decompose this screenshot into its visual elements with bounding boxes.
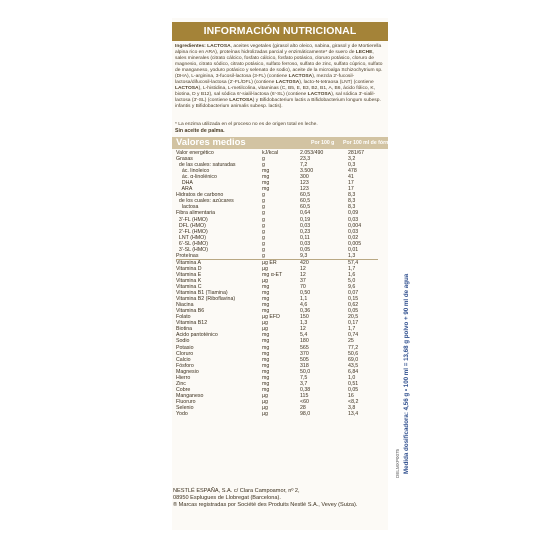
nutrient-name: DHA <box>176 180 193 187</box>
nutrient-name: Zinc <box>176 380 186 387</box>
value-per-100ml: 20,5 <box>348 314 359 321</box>
value-per-100g: 123 <box>300 180 309 187</box>
nutrient-name: 6'-SL (HMO) <box>176 240 209 247</box>
value-per-100ml: 1,6 <box>348 271 356 278</box>
nutrient-name: LNT (HMO) <box>176 234 206 241</box>
value-per-100ml: 0,15 <box>348 296 359 303</box>
nutrient-name: Folato <box>176 314 191 321</box>
value-per-100ml: 43,5 <box>348 362 359 369</box>
value-per-100ml: 1,7 <box>348 265 356 272</box>
value-per-100ml: 281/67 <box>348 150 365 156</box>
value-per-100g: 37 <box>300 277 306 284</box>
allergen-milk: LECHE <box>355 50 373 56</box>
value-per-100g: 98,0 <box>300 411 311 418</box>
nutrition-table-body <box>176 150 378 417</box>
nutrient-name: de las cuales: saturadas <box>176 162 236 169</box>
nutrient-name: Manganeso <box>176 392 204 399</box>
value-per-100g: 28 <box>300 404 306 411</box>
nutrient-unit: µg <box>262 398 268 405</box>
value-per-100g: 0,38 <box>300 386 311 393</box>
address-line: 08950 Esplugues de Llobregat (Barcelona). <box>173 495 281 502</box>
value-per-100ml: 1,7 <box>348 326 356 333</box>
nutrient-unit: g <box>262 198 265 205</box>
value-per-100g: 420 <box>300 259 348 266</box>
nutrient-name: de los cuales: azúcares <box>176 198 234 205</box>
address-line: NESTLÉ ESPAÑA, S.A. c/ Clara Campoamor, nº 2, <box>173 488 300 494</box>
nutrient-unit: mg <box>262 296 270 303</box>
ingredients-text <box>175 44 385 111</box>
value-per-100ml: 0,005 <box>348 240 362 247</box>
nutrient-unit: µg <box>262 265 268 272</box>
value-per-100ml: 69,0 <box>348 356 359 363</box>
nutrient-unit: mg <box>262 362 270 369</box>
allergen-lactose: LACTOSA <box>175 86 199 92</box>
nutrition-table <box>176 150 378 417</box>
value-per-100g: 180 <box>300 338 309 345</box>
value-per-100ml: 3,2 <box>348 156 356 163</box>
value-per-100g: 0,05 <box>300 246 311 253</box>
value-per-100g: 0,03 <box>300 240 311 247</box>
value-per-100g: 23,3 <box>300 156 311 163</box>
value-per-100g: 150 <box>300 314 309 321</box>
nutrient-name: Vitamina E <box>176 271 202 278</box>
nutrient-unit: g <box>262 252 265 259</box>
nutrient-unit: µg <box>262 326 268 333</box>
value-per-100g: 5,4 <box>300 332 308 339</box>
value-per-100ml: 1,3 <box>348 252 356 259</box>
value-per-100ml: 9,6 <box>348 284 356 291</box>
value-per-100ml: 1,0 <box>348 374 356 381</box>
nutrient-unit: mg <box>262 308 270 315</box>
value-per-100ml: 0,07 <box>348 290 359 297</box>
nutrient-unit: g <box>262 240 265 247</box>
value-per-100g: 123 <box>300 186 309 193</box>
nutrient-unit: g <box>262 216 265 223</box>
nutrient-name: Vitamina A <box>176 259 262 266</box>
ingredients-part: ) y Bifidobacterium lactis a Bifidobacterium longum subesp. infantis y Bifidobacterium animalis subesp. lactis). <box>175 98 381 110</box>
nutrient-name: Sodio <box>176 338 190 345</box>
value-per-100ml: 0,01 <box>348 246 359 253</box>
value-per-100ml: 41 <box>348 174 354 181</box>
nutrient-name: Niacina <box>176 302 194 309</box>
nutrient-name: Cloruro <box>176 350 194 357</box>
nutrient-name: Biotina <box>176 326 193 333</box>
value-per-100g: 3.500 <box>300 168 314 175</box>
nutrient-name: Valor energético <box>176 150 214 156</box>
value-per-100g: 70 <box>300 284 306 291</box>
nutrient-name: Vitamina B12 <box>176 320 208 327</box>
nutrient-unit: µg <box>262 320 268 327</box>
nutrient-unit: mg α-ET <box>262 271 283 278</box>
nutrient-unit: mg <box>262 386 270 393</box>
valores-medios-title: Valores medios <box>176 137 246 148</box>
nutrient-name: Ácido pantoténico <box>176 332 218 339</box>
nutrition-header <box>172 22 388 41</box>
value-per-100ml: 8,3 <box>348 192 356 199</box>
nutrient-unit: mg <box>262 186 270 193</box>
allergen-lactose: LACTOSA <box>288 74 313 80</box>
nutrient-name: Potasio <box>176 344 194 351</box>
ingredients-part: , aceites vegetales (girasol alto oleico, nabina, girasol y de Mortierella alpina rico en ARA), proteínas hidrolizadas parcial y enzimáticamente* de suero de <box>175 44 382 56</box>
table-row <box>176 411 378 417</box>
nutrient-unit: mg <box>262 338 270 345</box>
nutrient-unit: mg <box>262 350 270 357</box>
value-per-100ml: 0,17 <box>348 320 359 327</box>
value-per-100ml: 50,6 <box>348 350 359 357</box>
value-per-100g: 7,5 <box>300 374 308 381</box>
nutrient-name: ARA <box>176 186 193 193</box>
nutrient-unit: kJ/kcal <box>262 150 279 156</box>
nutrient-unit: mg <box>262 174 270 181</box>
nutrient-name: Vitamina D <box>176 265 202 272</box>
nutrient-name: Grasas <box>176 156 193 163</box>
nutrient-name: ác. linoleico <box>176 168 210 175</box>
nutrient-unit: g <box>262 156 265 163</box>
value-per-100g: 12 <box>300 271 306 278</box>
nutrient-name: lactosa <box>176 204 199 211</box>
value-per-100ml: 0,05 <box>348 386 359 393</box>
nutrient-unit: µg <box>262 411 268 418</box>
value-per-100ml: 16 <box>348 392 354 399</box>
nutrient-unit: µg <box>262 404 268 411</box>
value-per-100ml: 3,8 <box>348 404 356 411</box>
allergen-lactose: LACTOSA <box>229 98 253 104</box>
value-per-100g: 50,0 <box>300 368 311 375</box>
nutrient-unit: mg <box>262 356 270 363</box>
value-per-100g: 12 <box>300 265 306 272</box>
nutrient-unit: g <box>262 234 265 241</box>
value-per-100g: 0,11 <box>300 234 310 241</box>
value-per-100ml: 6,84 <box>348 368 359 375</box>
nutrient-name: 3'-FL (HMO) <box>176 216 208 223</box>
nutrient-name: Vitamina K <box>176 277 202 284</box>
allergen-lactose: LACTOSA <box>275 80 300 86</box>
ingredients-part: ), sal sódica 3'-sialil-lactosa (3'-SL) (contiene <box>175 92 376 104</box>
nutrient-unit: µg <box>262 392 268 399</box>
value-per-100g: 0,23 <box>300 228 311 235</box>
value-per-100ml: 17 <box>348 180 354 187</box>
nutrient-unit: g <box>262 192 265 199</box>
nutrient-name: 2'-FL (HMO) <box>176 228 208 235</box>
nutrient-name: Hidratos de carbono <box>176 192 224 199</box>
nutrient-unit: g <box>262 222 265 229</box>
value-per-100g: 0,50 <box>300 290 311 297</box>
nutrient-unit: mg <box>262 368 270 375</box>
palm-oil-note: Sin aceite de palma. <box>175 128 225 134</box>
nutrient-unit: µg ER <box>262 259 300 266</box>
ingredients-footnote: * La enzima utilizada en el proceso no es de origen total en leche. <box>175 122 318 127</box>
nutrient-name: Yodo <box>176 411 188 418</box>
value-per-100ml: 0,51 <box>348 380 359 387</box>
nutrient-unit: mg <box>262 180 270 187</box>
nutrient-name: Fluoruro <box>176 398 196 405</box>
value-per-100g: 60,5 <box>300 198 311 205</box>
value-per-100g: 370 <box>300 350 309 357</box>
nutrient-name: Hierro <box>176 374 191 381</box>
nutrient-unit: mg <box>262 344 270 351</box>
value-per-100g: 318 <box>300 362 309 369</box>
column-header-100g: Por 100 g <box>311 140 335 146</box>
value-per-100g: 1,3 <box>300 320 308 327</box>
value-per-100g: 505 <box>300 356 309 363</box>
value-per-100ml: 57,4 <box>348 259 378 266</box>
value-per-100ml: 0,02 <box>348 234 359 241</box>
nutrient-unit: µg <box>262 277 268 284</box>
value-per-100ml: 0,3 <box>348 162 356 169</box>
value-per-100ml: 0,05 <box>348 308 359 315</box>
nutrient-unit: mg <box>262 290 270 297</box>
value-per-100g: <60 <box>300 398 309 405</box>
value-per-100g: 7,2 <box>300 162 308 169</box>
value-per-100g: 4,6 <box>300 302 308 309</box>
nutrient-name: Vitamina B2 (Riboflavina) <box>176 296 236 303</box>
value-per-100g: 60,5 <box>300 192 311 199</box>
value-per-100ml: 478 <box>348 168 357 175</box>
value-per-100ml: 0,03 <box>348 216 359 223</box>
nutrient-unit: mg <box>262 302 270 309</box>
nutrition-header-title: INFORMACIÓN NUTRICIONAL <box>203 25 357 37</box>
value-per-100g: 0,64 <box>300 210 311 217</box>
value-per-100g: 2.053/490 <box>300 150 324 156</box>
value-per-100ml: 77,2 <box>348 344 359 351</box>
nutrient-name: Vitamina B1 (Tiamina) <box>176 290 228 297</box>
nutrient-name: Vitamina C <box>176 284 202 291</box>
nutrient-name: Vitamina B6 <box>176 308 205 315</box>
value-per-100g: 3,7 <box>300 380 308 387</box>
nutrient-name: ác. α-linolénico <box>176 174 217 181</box>
value-per-100ml: <8,2 <box>348 398 359 405</box>
allergen-lactose: LACTOSA <box>207 44 231 49</box>
nutrient-unit: g <box>262 204 265 211</box>
value-per-100g: 0,36 <box>300 308 311 315</box>
nutrient-unit: g <box>262 162 265 169</box>
nutrient-name: Proteínas <box>176 252 199 259</box>
product-code-text: DELMXP0075 <box>395 448 400 478</box>
ingredients-part: ), L-histidina, L-metilcolina, vitaminas (C, B5, E, B3, B2, B1, A, B6, ácido fólico, K, biotina, D y B12), sal sódica 6'-sialil-lactosa (6'-SL) (contiene <box>175 86 375 98</box>
ingredients-label: Ingredientes: <box>175 44 206 49</box>
nutrient-name: Calcio <box>176 356 191 363</box>
value-per-100ml: 0,74 <box>348 332 359 339</box>
nutrient-unit: g <box>262 210 265 217</box>
value-per-100ml: 0,09 <box>348 210 359 217</box>
nutrient-unit: mg <box>262 168 270 175</box>
nutrient-unit: mg <box>262 332 270 339</box>
nutrient-name: Fibra alimentaria <box>176 210 216 217</box>
nutrient-unit: g <box>262 228 265 235</box>
nutrient-name: Selenio <box>176 404 194 411</box>
value-per-100ml: 0,004 <box>348 222 362 229</box>
ingredients-part: , sales minerales (citrato cálcico, fosfato cálcico, fosfato potásico, cloruro potásico, cloruro de magnesio, citrato sódico, citrato potásico, sulfato ferroso, sulfato de zinc, sulfato cúprico, sulfato de manganeso, yoduro potásico y selenato de sodio), aceite de la microalga Schizochytrium sp.(DHA), L-arginina, 3-fucosil-lactosa (3-FL) (contiene <box>175 50 383 80</box>
value-per-100g: 565 <box>300 344 309 351</box>
ingredients-part: ), lacto-N-tetraosa (LNT) (contiene <box>299 80 374 86</box>
value-per-100ml: 13,4 <box>348 411 359 418</box>
dosage-note-text: Medida dosificadora: 4,56 g • 100 ml = 13,68 g polvo + 90 ml de agua <box>403 273 410 474</box>
value-per-100g: 12 <box>300 326 306 333</box>
nutrient-name: Cobre <box>176 386 191 393</box>
nutrient-name: Magnesio <box>176 368 199 375</box>
nutrient-name: Fósforo <box>176 362 194 369</box>
value-per-100ml: 17 <box>348 186 354 193</box>
column-header-100ml: Por 100 ml de fórmula <box>343 140 398 146</box>
value-per-100g: 1,1 <box>300 296 308 303</box>
ingredients-part: ), mezcla 2'-fucosil-lactosa/difucosil-lactosa (2'-FL/DFL) (contiene <box>175 74 355 86</box>
value-per-100g: 0,19 <box>300 216 311 223</box>
nutrient-unit: g <box>262 246 265 253</box>
nutrient-unit: mg <box>262 380 270 387</box>
value-per-100ml: 5,0 <box>348 277 356 284</box>
value-per-100ml: 25 <box>348 338 354 345</box>
nutrient-name: 3'-SL (HMO) <box>176 246 209 253</box>
nutrient-unit: µg EFD <box>262 314 280 321</box>
value-per-100g: 300 <box>300 174 309 181</box>
value-per-100g: 60,5 <box>300 204 311 211</box>
allergen-lactose: LACTOSA <box>307 92 332 98</box>
value-per-100ml: 8,3 <box>348 198 356 205</box>
value-per-100ml: 8,3 <box>348 204 356 211</box>
nutrient-name: DFL (HMO) <box>176 222 206 229</box>
trademark-line: ® Marcas registradas por Société des Produits Nestlé S.A., Vevey (Suiza). <box>173 502 358 509</box>
value-per-100g: 9,3 <box>300 252 308 259</box>
nutrient-unit: mg <box>262 284 270 291</box>
value-per-100ml: 0,03 <box>348 228 359 235</box>
value-per-100g: 115 <box>300 392 309 399</box>
nutrient-unit: mg <box>262 374 270 381</box>
manufacturer-address <box>173 488 389 510</box>
value-per-100ml: 0,62 <box>348 302 359 309</box>
value-per-100g: 0,03 <box>300 222 311 229</box>
